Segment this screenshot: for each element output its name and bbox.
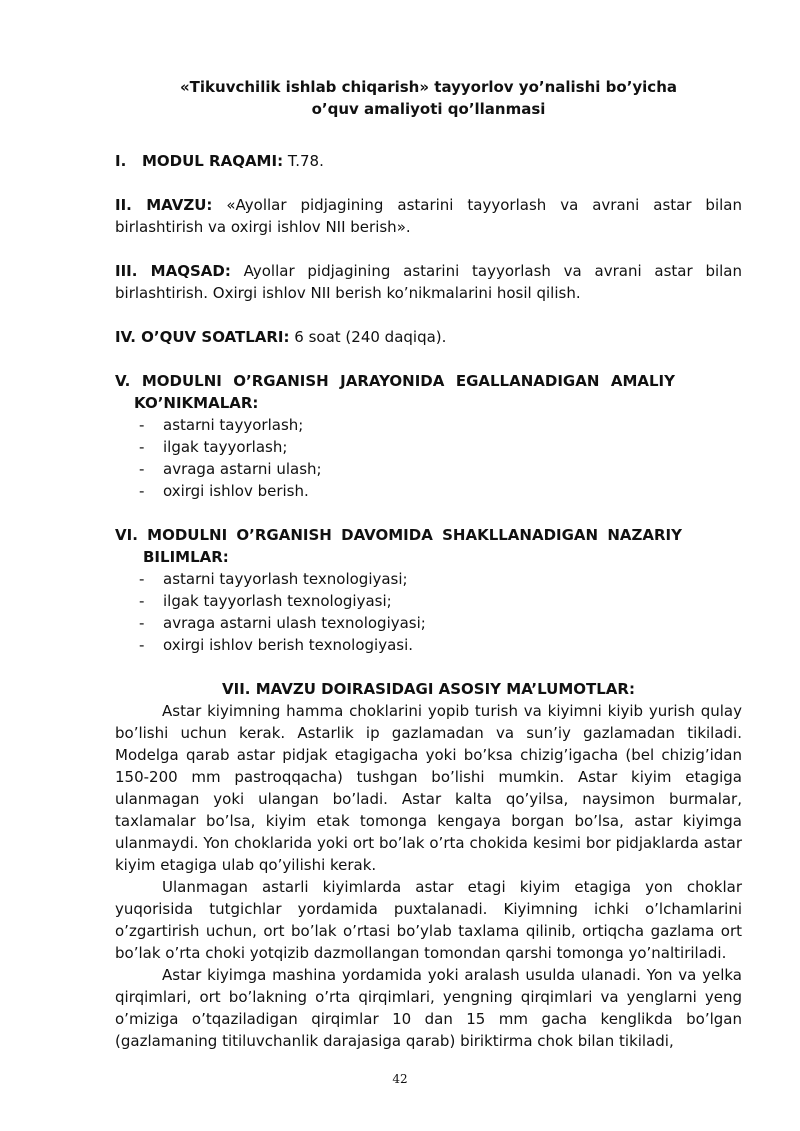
title-line-2: o’quv amaliyoti qo’llanmasi: [311, 100, 546, 118]
paragraph: Astar kiyimning hamma choklarini yopib turish va kiyimni kiyib yurish qulay bo’lishi uchun kerak. Astarlik ip gazlamadan va sun’iy gazlamadan tikiladi. Modelga qarab astar pidjak etagigacha yoki bo’ksa chizig’igacha (bel chizig’idan 150-200 mm pastroqqacha) tushgan bo’lishi mumkin. Astar kiyim etagiga ulanmagan yoki ulangan bo’ladi. Astar kalta qo’yilsa, naysimon burmalar, taxlamalar bo’lsa, kiyim etak tomonga kengaya borgan bo’lsa, astar kiyimga ulanmaydi. Yon choklarida yoki ort bo’lak o’rta chokida kesimi bor pidjaklarda astar kiyim etagiga ulab qo’yilishi kerak.: [115, 702, 742, 874]
title-line-1: «Tikuvchilik ishlab chiqarish» tayyorlov yo’nalishi bo’yicha: [179, 78, 677, 96]
module-number-label: I. MODUL RAQAMI:: [115, 152, 284, 170]
list-item: - ilgak tayyorlash texnologiyasi;: [139, 590, 742, 612]
study-hours-label: IV. O’QUV SOATLARI:: [115, 328, 290, 346]
topic-value: «Ayollar pidjagining astarini tayyorlash va avrani astar bilan birlashtirish va oxirgi ishlov NII berish».: [115, 196, 742, 236]
document-title: [115, 76, 742, 120]
list-item: - oxirgi ishlov berish texnologiyasi.: [139, 634, 742, 656]
goal-label: III. MAQSAD:: [115, 262, 231, 280]
module-number: [115, 150, 742, 172]
page-number: 42: [392, 1072, 408, 1086]
goal: [115, 260, 742, 304]
knowledge-list: [115, 568, 742, 656]
section-theory-knowledge: [115, 524, 742, 656]
list-item: - astarni tayyorlash texnologiyasi;: [139, 568, 742, 590]
list-item: - avraga astarni ulash texnologiyasi;: [139, 612, 742, 634]
section-6-heading-cont: BILIMLAR:: [143, 548, 229, 566]
topic: [115, 194, 742, 238]
topic-label: II. MAVZU:: [115, 196, 213, 214]
skills-list: [115, 414, 742, 502]
list-item: - avraga astarni ulash;: [139, 458, 742, 480]
study-hours-value: 6 soat (240 daqiqa).: [289, 328, 447, 346]
section-5-heading: V. MODULNI O’RGANISH JARAYONIDA EGALLANADIGAN AMALIY: [115, 372, 675, 390]
section-7-heading: VII. MAVZU DOIRASIDAGI ASOSIY MA’LUMOTLAR:: [222, 680, 635, 698]
document-page: [115, 76, 742, 1052]
goal-value: Ayollar pidjagining astarini tayyorlash va avrani astar bilan birlashtirish. Oxirgi ishlov NII berish ko’nikmalarini hosil qilish.: [115, 262, 743, 302]
list-item: - astarni tayyorlash;: [139, 414, 742, 436]
section-5-heading-cont: KO’NIKMALAR:: [134, 394, 259, 412]
list-item: - ilgak tayyorlash;: [139, 436, 742, 458]
paragraph: Ulanmagan astarli kiyimlarda astar etagi kiyim etagiga yon choklar yuqorisida tutgichlar yordamida puxtalanadi. Kiyimning ichki o’lchamlarini o’zgartirish uchun, ort bo’lak o’rtasi bo’ylab taxlama qilinib, ortiqcha gazlama ort bo’lak o’rta choki yotqizib dazmollangan tomondan qarshi tomonga yo’naltiriladi.: [115, 878, 742, 962]
study-hours: [115, 326, 742, 348]
list-item: - oxirgi ishlov berish.: [139, 480, 742, 502]
section-6-heading: VI. MODULNI O’RGANISH DAVOMIDA SHAKLLANADIGAN NAZARIY: [115, 526, 682, 544]
paragraph: Astar kiyimga mashina yordamida yoki aralash usulda ulanadi. Yon va yelka qirqimlari, ort bo’lakning o’rta qirqimlari, yengning qirqimlari va yenglarni yeng o’miziga o’tqaziladigan qirqimlar 10 dan 15 mm gacha kenglikda bo’lgan (gazlamaning titiluvchanlik darajasiga qarab) biriktirma chok bilan tikiladi,: [115, 966, 742, 1050]
module-number-value: T.78.: [283, 152, 324, 170]
section-practical-skills: [115, 370, 742, 502]
